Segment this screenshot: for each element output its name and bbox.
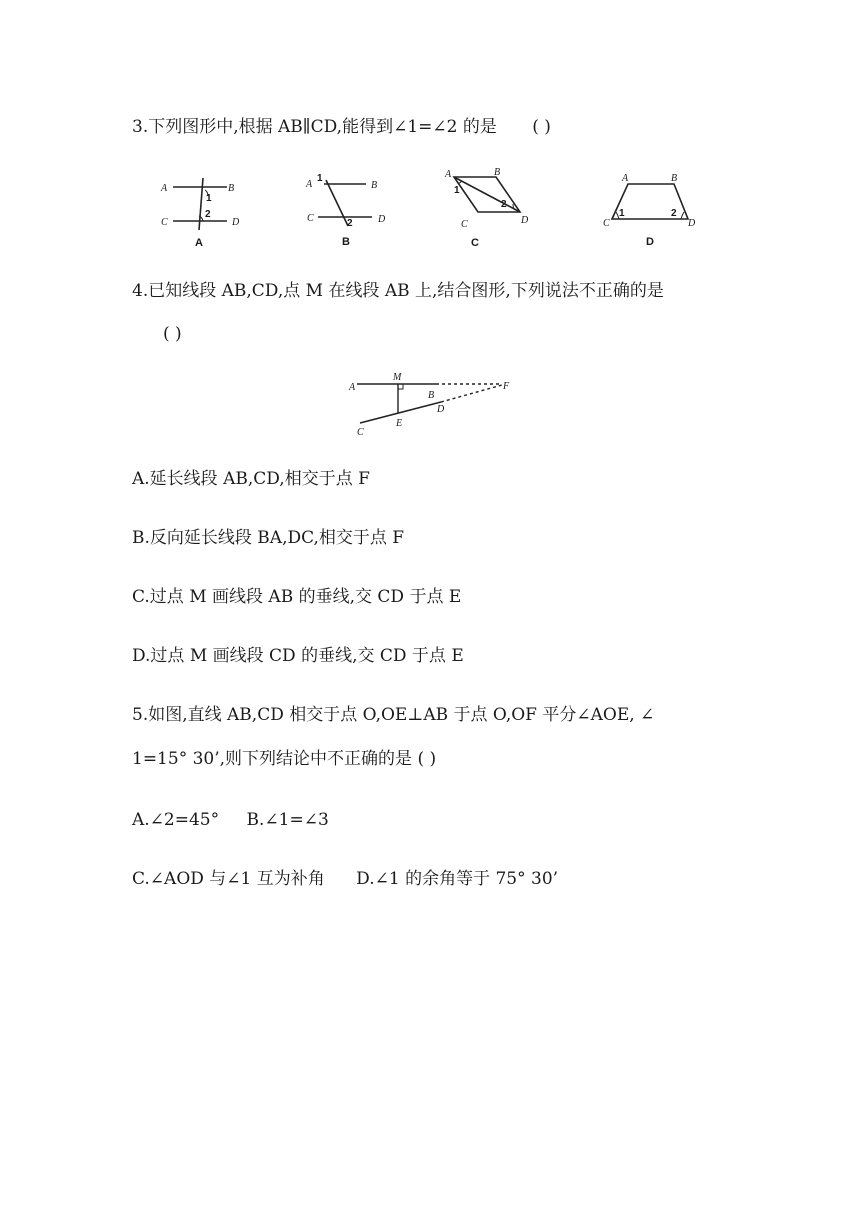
label-b: B	[228, 183, 235, 194]
q5-stem-line1: 5.如图,直线 AB,CD 相交于点 O,OE⊥AB 于点 O,OF 平分∠AOE, ∠	[132, 705, 655, 725]
q3-stem-text: 3.下列图形中,根据 AB∥CD,能得到∠1=∠2 的是	[132, 117, 497, 137]
q4-option-c: C.过点 M 画线段 AB 的垂线,交 CD 于点 E	[132, 587, 462, 607]
label-angle-1: 1	[454, 185, 460, 196]
label-a: A	[349, 382, 356, 393]
label-e: E	[396, 418, 403, 429]
label-angle-1: 1	[317, 173, 323, 184]
label-d: D	[688, 218, 696, 229]
label-angle-2: 2	[347, 218, 353, 229]
label-c: C	[307, 213, 314, 224]
q3-figure-d	[598, 170, 708, 252]
label-angle-2: 2	[501, 199, 507, 210]
label-a: A	[161, 183, 168, 194]
label-d: D	[378, 214, 386, 225]
q5-options-row2	[132, 871, 558, 888]
label-b: B	[428, 390, 435, 401]
transversal	[199, 178, 203, 230]
label-angle-1: 1	[619, 208, 625, 219]
q5-option-a: A.∠2=45°	[132, 810, 220, 830]
q4-option-b: B.反向延长线段 BA,DC,相交于点 F	[132, 528, 405, 548]
label-d: D	[437, 404, 445, 415]
label-angle-2: 2	[671, 208, 677, 219]
q5-options-row1	[132, 812, 329, 829]
q4-figure	[345, 368, 520, 444]
label-c: C	[357, 427, 364, 438]
transversal	[326, 180, 348, 226]
label-d: D	[232, 217, 240, 228]
label-a: A	[445, 169, 452, 180]
q3-figure-c	[440, 166, 540, 252]
caption-d: D	[646, 236, 654, 248]
q3-stem	[132, 119, 551, 136]
q5-option-d: D.∠1 的余角等于 75° 30’	[356, 869, 559, 889]
q3-figure-b	[300, 172, 400, 252]
q5-option-b: B.∠1=∠3	[246, 810, 329, 830]
diagonal-ad	[454, 177, 520, 212]
q3-figure-a	[155, 172, 255, 252]
label-c: C	[461, 219, 468, 230]
q4-answer-paren: ( )	[163, 324, 182, 344]
label-angle-2: 2	[205, 209, 211, 220]
extension-cd	[441, 385, 502, 402]
label-a: A	[306, 179, 313, 190]
label-c: C	[603, 218, 610, 229]
label-c: C	[161, 217, 168, 228]
label-d: D	[521, 215, 529, 226]
q5-option-c: C.∠AOD 与∠1 互为补角	[132, 869, 325, 889]
q3-answer-paren: ( )	[532, 117, 551, 137]
label-m: M	[393, 372, 402, 383]
q4-stem: 4.已知线段 AB,CD,点 M 在线段 AB 上,结合图形,下列说法不正确的是	[132, 281, 664, 301]
caption-a: A	[195, 237, 203, 249]
label-a: A	[622, 173, 629, 184]
q5-stem-line2: 1=15° 30’,则下列结论中不正确的是 ( )	[132, 749, 437, 769]
q4-option-d: D.过点 M 画线段 CD 的垂线,交 CD 于点 E	[132, 646, 464, 666]
label-b: B	[671, 173, 678, 184]
caption-b: B	[342, 236, 350, 248]
angle-2-arc	[681, 212, 684, 219]
q4-option-a: A.延长线段 AB,CD,相交于点 F	[132, 469, 370, 489]
caption-c: C	[471, 237, 479, 249]
label-b: B	[494, 167, 501, 178]
label-b: B	[371, 180, 378, 191]
label-angle-1: 1	[206, 193, 212, 204]
label-f: F	[503, 381, 510, 392]
